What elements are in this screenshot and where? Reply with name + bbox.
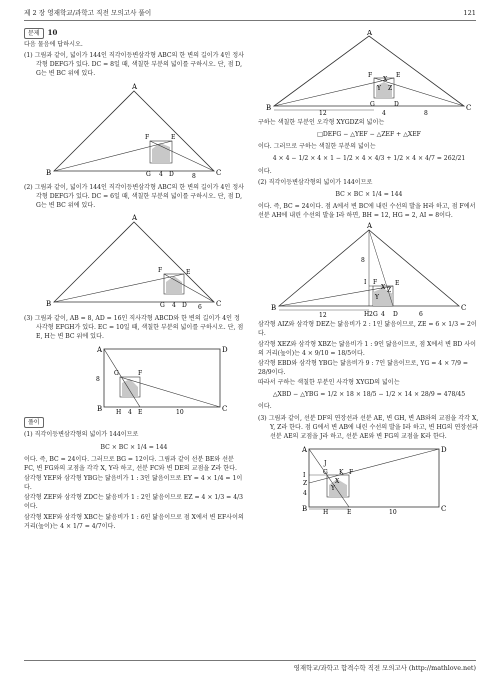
label-G: G bbox=[114, 370, 119, 378]
label-A: A bbox=[367, 222, 373, 231]
label-A: A bbox=[132, 213, 138, 222]
label-B: B bbox=[266, 104, 272, 112]
label-G: G bbox=[146, 170, 151, 178]
label-G: G bbox=[370, 101, 375, 108]
sol2-line-3: 이다. 즉, BC = 24이다. 점 A에서 변 BC에 내린 수선의 발을 H라 하고, 점 F에서 선분 AH에 내린 수선의 발을 I라 하면, BH = 12, HG = 2, AI = 8이다. bbox=[258, 202, 476, 220]
sol1-right-line-3: 이다. 그러므로 구하는 색칠한 부분의 넓이는 bbox=[258, 143, 376, 151]
label-D: D bbox=[441, 445, 447, 454]
label-Y: Y bbox=[375, 294, 379, 302]
sol2-line-9: 이다. bbox=[258, 403, 272, 411]
left-column bbox=[24, 28, 244, 532]
label-G: G bbox=[160, 301, 165, 309]
page-footer: 영재학교/과학고 합격수학 직전 모의고사 (http://mathlove.net) bbox=[24, 660, 476, 674]
shaded-region-2 bbox=[166, 276, 182, 294]
figure-3 bbox=[34, 343, 234, 415]
label-6: 6 bbox=[198, 303, 202, 311]
label-B: B bbox=[97, 405, 103, 414]
sol1-equation: BC × BC × 1/4 = 144 bbox=[100, 443, 168, 451]
sol2-line-1: (2) 직각이등변삼각형의 넓이가 144이므로 bbox=[258, 178, 373, 186]
label-8: 8 bbox=[96, 376, 100, 384]
sol1-line-4: 삼각형 YEF와 삼각형 YBG는 닮음비가 1 : 3인 닮음이므로 EY = 4 × 1/4 = 1이다. bbox=[24, 474, 243, 492]
label-C: C bbox=[466, 104, 472, 112]
label-G: G bbox=[373, 311, 378, 319]
label-4: 4 bbox=[159, 170, 163, 178]
label-I: I bbox=[364, 279, 367, 287]
sol2-line-6: 삼각형 EBD와 삼각형 YBG는 닮음비가 9 : 7인 닮음이므로, YG = 4 × 7/9 = 28/9이다. bbox=[258, 359, 469, 376]
label-12: 12 bbox=[319, 312, 327, 319]
label-E: E bbox=[171, 133, 176, 141]
label-Z: Z bbox=[303, 479, 308, 487]
label-D: D bbox=[222, 346, 228, 355]
figure-1 bbox=[34, 81, 234, 181]
figure-4 bbox=[264, 30, 474, 116]
label-E: E bbox=[396, 72, 401, 79]
label-E: E bbox=[347, 508, 352, 515]
label-D: D bbox=[393, 311, 398, 319]
label-F: F bbox=[138, 370, 143, 378]
label-4: 4 bbox=[303, 489, 307, 497]
label-F: F bbox=[368, 72, 373, 79]
label-C: C bbox=[461, 304, 467, 313]
label-C: C bbox=[222, 405, 228, 414]
problem-item-1: (1) 그림과 같이, 넓이가 144인 직각이등변삼각형 ABC의 한 변의 길이가 4인 정사각형 DEFG가 있다. DC = 8일 때, 색칠한 부분의 넓이를 구하시오. 단, 점 D, G는 변 BC 위에 있다. bbox=[24, 52, 244, 78]
label-4: 4 bbox=[382, 110, 386, 116]
label-F: F bbox=[373, 279, 378, 287]
sol2-equation-2: △XBD − △YBG = 1/2 × 18 × 18/5 − 1/2 × 14 × 28/9 = 478/45 bbox=[272, 391, 466, 399]
page-number: 121 bbox=[463, 9, 476, 17]
label-4: 4 bbox=[172, 301, 176, 309]
label-C: C bbox=[216, 299, 222, 308]
figure-2 bbox=[34, 212, 234, 312]
label-K: K bbox=[339, 468, 344, 476]
label-F: F bbox=[349, 468, 354, 476]
label-12: 12 bbox=[319, 110, 327, 116]
label-B: B bbox=[271, 304, 277, 313]
chapter-title: 제 2 장 영재학교/과학고 직전 모의고사 풀이 bbox=[24, 9, 152, 17]
problem-item-3: (3) 그림과 같이, AB = 8, AD = 16인 직사각형 ABCD와 한 변의 길이가 4인 정사각형 EFGH가 있다. EC = 10일 때, 색칠한 부분의 넓이를 구하시오. 단, 점 E, H는 변 BC 위에 있다. bbox=[24, 314, 244, 341]
label-X: X bbox=[383, 76, 388, 83]
label-8: 8 bbox=[361, 257, 365, 265]
sol1-right-eq-2: 4 × 4 − 1/2 × 4 × 1 − 1/2 × 4 × 4/3 + 1/2 × 4 × 4/7 = 262/21 bbox=[272, 155, 466, 163]
label-X: X bbox=[381, 284, 386, 292]
label-J: J bbox=[324, 459, 327, 467]
label-B: B bbox=[46, 299, 52, 308]
sol2-line-7: 따라서 구하는 색칠한 부분인 사각형 XYGD의 넓이는 bbox=[258, 379, 400, 387]
label-C: C bbox=[441, 504, 447, 513]
figure-6 bbox=[269, 443, 469, 515]
problem-intro: 다음 물음에 답하시오. bbox=[24, 41, 83, 48]
label-E: E bbox=[395, 280, 400, 288]
problem-item-2: (2) 그림과 같이, 넓이가 144인 직각이등변삼각형 ABC의 한 변의 길이가 4인 정사각형 DEFG가 있다. DC = 6일 때, 색칠한 부분의 넓이를 구하시오. 단, 점 D, G는 변 BC 위에 있다. bbox=[24, 183, 244, 209]
label-C: C bbox=[216, 168, 222, 177]
label-Y: Y bbox=[331, 484, 335, 492]
label-Z: Z bbox=[388, 85, 393, 92]
sol2-equation: BC × BC × 1/4 = 144 bbox=[335, 190, 403, 198]
right-column bbox=[258, 28, 480, 517]
label-D: D bbox=[169, 170, 174, 178]
sol1-line-6: 삼각형 XEF와 삼각형 XBC는 닮음비가 1 : 6인 닮음이므로 점 X에서 변 EF사이의 거리(높이)는 4 × 1/7 = 4/7이다. bbox=[24, 513, 244, 530]
label-B: B bbox=[46, 168, 52, 177]
sol2-line-4: 삼각형 AIZ와 삼각형 DEZ는 닮음비가 2 : 1인 닮음이므로, ZE = 6 × 1/3 = 2이다. bbox=[258, 321, 477, 338]
label-F: F bbox=[145, 133, 150, 141]
problem-number: 10 bbox=[47, 28, 58, 37]
sol1-right-eq-1: □DEFG − △YEF − △ZEF + △XEF bbox=[317, 131, 421, 139]
label-6: 6 bbox=[419, 311, 423, 319]
solution-tag: 풀이 bbox=[24, 417, 44, 428]
label-2: 2 bbox=[369, 311, 373, 319]
label-D: D bbox=[394, 101, 399, 108]
label-Z: Z bbox=[387, 287, 392, 295]
sol2-line-5: 삼각형 XEZ와 삼각형 XBZ는 닮음비가 1 : 9인 닮음이므로, 점 X에서 변 BD 사이의 거리(높이)는 4 × 9/10 = 18/5이다. bbox=[258, 340, 476, 357]
label-10: 10 bbox=[176, 409, 184, 416]
sol1-line-1: (1) 직각이등변삼각형의 넓이가 144이므로 bbox=[24, 431, 139, 439]
label-E: E bbox=[138, 409, 143, 416]
sol1-line-5: 삼각형 ZEF와 삼각형 ZDC는 닮음비가 1 : 2인 닮음이므로 EZ = 4 × 1/3 = 4/3이다. bbox=[24, 494, 244, 511]
page-header bbox=[24, 8, 476, 21]
label-A: A bbox=[367, 30, 373, 37]
figure-5 bbox=[269, 222, 469, 318]
label-4: 4 bbox=[128, 409, 132, 416]
label-X: X bbox=[335, 477, 340, 485]
label-A: A bbox=[302, 445, 308, 454]
label-G: G bbox=[323, 468, 328, 476]
problem-tag: 문제 bbox=[24, 28, 44, 39]
sol1-right-line-1: 구하는 색칠한 부분인 오각형 XYGDZ의 넓이는 bbox=[258, 119, 385, 126]
label-Y: Y bbox=[377, 85, 381, 92]
label-H: H bbox=[364, 311, 370, 319]
label-D: D bbox=[182, 301, 187, 309]
label-H: H bbox=[323, 508, 329, 515]
label-E: E bbox=[186, 268, 191, 276]
sol3-line-1: (3) 그림과 같이, 선분 DF의 연장선과 선분 AE, 변 GH, 변 AB와의 교점을 각각 X, Y, Z라 한다. 점 G에서 변 AB에 내린 수선의 발을 I라 하고, 변 HG의 연장선과 선분 AE의 교점을 J라 하고, 선분 AE와 변 FG의 교점을 K라 한다. bbox=[258, 414, 479, 440]
sol1-right-line-5: 이다. bbox=[258, 167, 272, 175]
label-10: 10 bbox=[389, 508, 397, 515]
sol1-line-3: 이다. 즉, BC = 24이다. 그러므로 BG = 12이다. 그림과 같이 선분 BE와 선분 FC, 변 FG와의 교점을 각각 X, Y라 하고, 선분 FC와 변 DE의 교점을 Z라 한다. bbox=[24, 455, 237, 472]
label-F: F bbox=[158, 266, 163, 274]
label-B: B bbox=[302, 504, 308, 513]
label-I: I bbox=[303, 471, 306, 479]
label-8: 8 bbox=[424, 110, 428, 116]
label-A: A bbox=[132, 82, 138, 91]
label-4: 4 bbox=[381, 311, 385, 319]
label-8: 8 bbox=[192, 172, 196, 180]
label-A: A bbox=[97, 346, 103, 355]
label-H: H bbox=[116, 409, 122, 416]
